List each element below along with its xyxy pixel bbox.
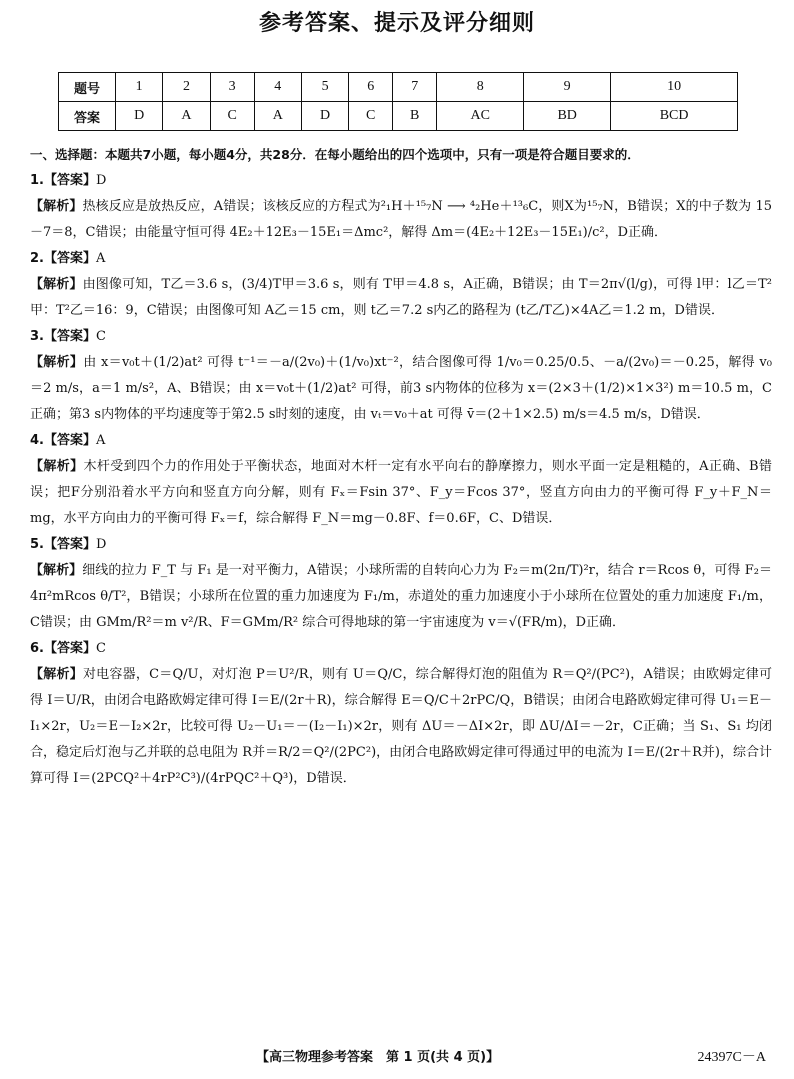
question-number: 4 (254, 73, 301, 102)
answer-tag: 【答案】 (43, 251, 96, 266)
question-number: 8 (437, 73, 524, 102)
explanation-tag: 【解析】 (30, 199, 83, 214)
question-number: 10 (611, 73, 738, 102)
question-number-label: 1. (30, 173, 44, 188)
answer-cell: B (393, 102, 437, 131)
answer-tag: 【答案】 (43, 433, 96, 448)
number-header: 题号 (59, 73, 116, 102)
question-number-label: 4. (30, 433, 44, 448)
page-title: 参考答案、提示及评分细则 (258, 11, 535, 36)
answer-cell: C (349, 102, 393, 131)
question-number: 1 (116, 73, 163, 102)
explanation-paragraph (30, 272, 772, 324)
explanation-tag: 【解析】 (30, 277, 83, 292)
answer-value: D (96, 537, 107, 552)
question-number-label: 3. (30, 329, 44, 344)
answer-tag: 【答案】 (43, 173, 96, 188)
answer-cell: C (210, 102, 254, 131)
answer-tag: 【答案】 (43, 329, 96, 344)
question-number: 2 (163, 73, 210, 102)
explanation-tag: 【解析】 (30, 563, 83, 578)
answer-cell: BD (524, 102, 611, 131)
question-answer-line (30, 168, 772, 194)
explanation-tag: 【解析】 (30, 355, 84, 370)
question-number-label: 5. (30, 537, 44, 552)
explanation-paragraph (30, 194, 772, 246)
answer-table (58, 72, 738, 131)
answer-cell: D (116, 102, 163, 131)
explanation-text: 热核反应是放热反应，A错误；该核反应的方程式为²₁H＋¹⁵₇N ⟶ ⁴₂He＋¹³₆C，则X为¹⁵₇N，B错误；X的中子数为 15－7＝8，C错误；由能量守恒可得 4E₂＋12E₃－15E₁＝Δmc²，解得 Δm＝(4E₂＋12E₃－15E₁)/c²，D正确． (30, 199, 772, 240)
question-number: 3 (210, 73, 254, 102)
explanation-paragraph (30, 454, 772, 532)
explanation-paragraph (30, 662, 772, 792)
answer-value: C (96, 329, 106, 344)
question-answer-line (30, 428, 772, 454)
question-answer-line (30, 324, 772, 350)
answer-cell: AC (437, 102, 524, 131)
question-number-label: 6. (30, 641, 44, 656)
question-number: 5 (301, 73, 348, 102)
explanation-paragraph (30, 558, 772, 636)
question-answer-line (30, 636, 772, 662)
question-answer-line (30, 246, 772, 272)
explanation-text: 木杆受到四个力的作用处于平衡状态，地面对木杆一定有水平向右的静摩擦力，则水平面一定是粗糙的，A正确、B错误；把F分别沿着水平方向和竖直方向分解，则有 Fₓ＝Fsin 37°、F_y＝Fcos 37°，竖直方向由力的平衡可得 F_y＋F_N＝mg，水平方向由力的平衡可得 Fₓ＝f，综合解得 F_N＝mg－0.8F、f＝0.6F，C、D错误． (30, 459, 772, 526)
question-answer-line (30, 532, 772, 558)
answer-cell: A (254, 102, 301, 131)
answer-cell: BCD (611, 102, 738, 131)
answer-content (30, 142, 772, 792)
explanation-text: 由 x＝v₀t＋(1/2)at² 可得 t⁻¹＝－a/(2v₀)＋(1/v₀)xt⁻²，结合图像可得 1/v₀＝0.25/0.5、－a/(2v₀)＝－0.25，解得 v₀＝2 m/s，a＝1 m/s²，A、B错误；由 x＝v₀t＋(1/2)at² 可得，前3 s内物体的位移为 x＝(2×3＋(1/2)×1×3²) m＝10.5 m，C正确；第3 s内物体的平均速度等于第2.5 s时刻的速度，由 vₜ＝v₀＋at 可得 v̄＝(2＋1×2.5) m/s＝4.5 m/s，D错误． (30, 355, 772, 422)
answer-value: C (96, 641, 106, 656)
answer-cell: D (301, 102, 348, 131)
explanation-tag: 【解析】 (30, 667, 83, 682)
answer-cell: A (163, 102, 210, 131)
question-number-label: 2. (30, 251, 44, 266)
explanation-text: 由图像可知，T乙＝3.6 s，(3/4)T甲＝3.6 s，则有 T甲＝4.8 s，A正确，B错误；由 T＝2π√(l/g)，可得 l甲：l乙＝T²甲：T²乙＝16：9，C错误；由图像可知 A乙＝15 cm，则 t乙＝7.2 s内乙的路程为 (t乙/T乙)×4A乙＝1.2 m，D错误． (30, 277, 772, 318)
document-code: 24397C－A (697, 1050, 766, 1065)
answer-value: A (96, 433, 106, 448)
explanation-tag: 【解析】 (30, 459, 84, 474)
answer-value: A (96, 251, 106, 266)
explanation-text: 细线的拉力 F_T 与 F₁ 是一对平衡力，A错误；小球所需的自转向心力为 F₂＝m(2π/T)²r，结合 r＝Rcos θ，可得 F₂＝4π²mRcos θ/T²，B错误；小球所在位置的重力加速度为 F₁/m，赤道处的重力加速度小于小球所在位置处的重力加速度 F₁/m，C错误；由 GMm/R²＝m v²/R、F＝GMm/R² 综合可得地球的第一宇宙速度为 v＝√(FR/m)，D正确． (30, 563, 772, 630)
explanation-text: 对电容器，C＝Q/U，对灯泡 P＝U²/R，则有 U＝Q/C，综合解得灯泡的阻值为 R＝Q²/(PC²)，A错误；由欧姆定律可得 I＝U/R，由闭合电路欧姆定律可得 I＝E/(2r＋R)，综合解得 E＝Q/C＋2rPC/Q，B错误；由闭合电路欧姆定律可得 U₁＝E－I₁×2r，U₂＝E－I₂×2r，比较可得 U₂－U₁＝－(I₂－I₁)×2r，则有 ΔU＝－ΔI×2r，即 ΔU/ΔI＝－2r，C正确；当 S₁、S₁ 均闭合，稳定后灯泡与乙并联的总电阻为 R并＝R/2＝Q²/(2PC²)，由闭合电路欧姆定律可得通过甲的电流为 I＝E/(2r＋R并)，综合计算可得 I＝(2PCQ²＋4rP²C³)/(4rPQC²＋Q³)，D错误． (30, 667, 772, 786)
section-heading: 一、选择题：本题共7小题，每小题4分，共28分．在每小题给出的四个选项中，只有一项是符合题目要求的． (30, 147, 640, 162)
question-number: 7 (393, 73, 437, 102)
answer-tag: 【答案】 (43, 537, 96, 552)
answer-tag: 【答案】 (43, 641, 96, 656)
footer-label: 【高三物理参考答案 第 1 页(共 4 页)】 (256, 1050, 500, 1065)
answer-table-number-row (59, 73, 738, 102)
question-number: 6 (349, 73, 393, 102)
answer-table-answer-row (59, 102, 738, 131)
question-number: 9 (524, 73, 611, 102)
answer-value: D (96, 173, 107, 188)
answer-header: 答案 (59, 102, 116, 131)
explanation-paragraph (30, 350, 772, 428)
